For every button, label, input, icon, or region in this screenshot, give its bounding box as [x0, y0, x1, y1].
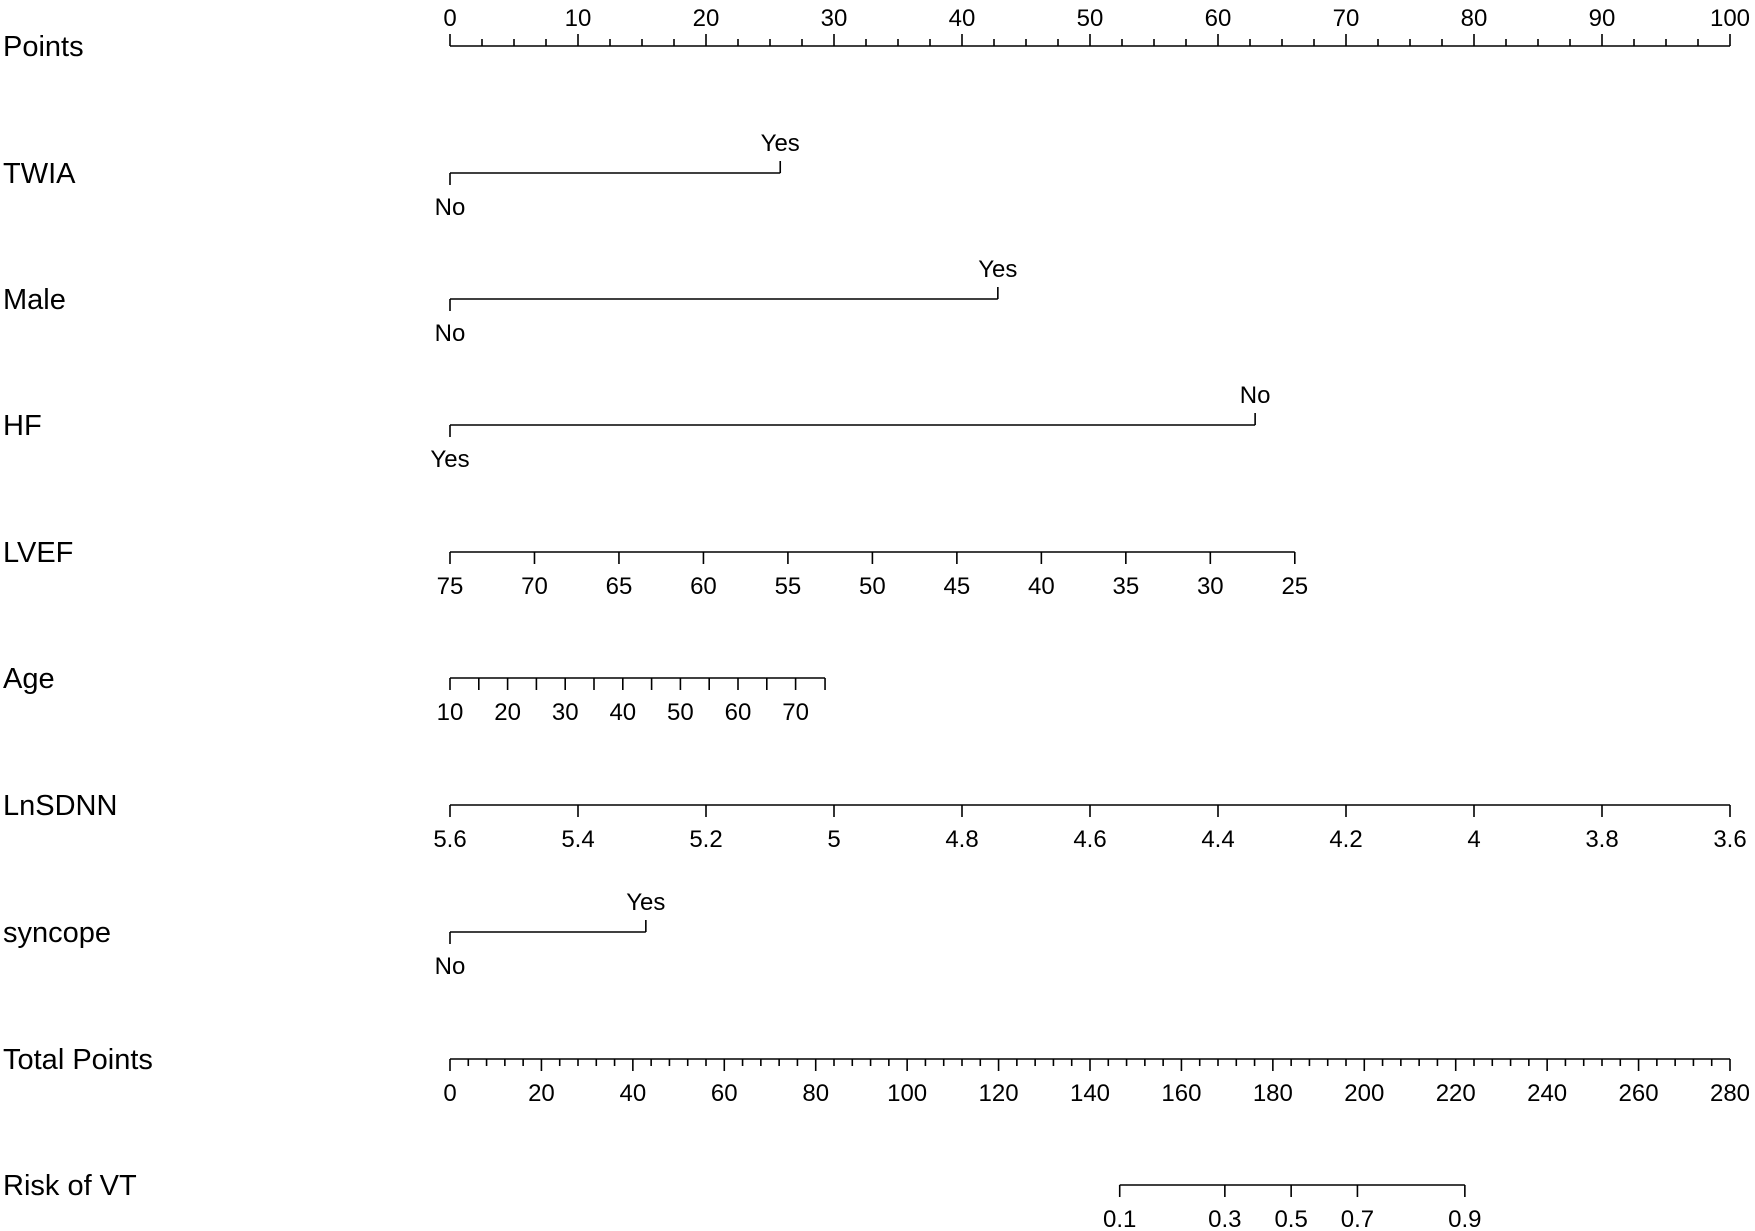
row-label-points: Points [3, 31, 84, 63]
total-points-tick-label-80: 80 [802, 1080, 830, 1107]
total-points-tick-label-40: 40 [619, 1080, 647, 1107]
total-points-tick-label-0: 0 [443, 1080, 457, 1107]
lvef-tick-label-50: 50 [859, 573, 886, 600]
risk-of-vt-tick-label-0_5: 0.5 [1274, 1206, 1308, 1231]
risk-of-vt-tick-label-0_3: 0.3 [1208, 1206, 1242, 1231]
lvef-tick-label-65: 65 [605, 573, 633, 600]
row-label-total-points: Total Points [3, 1044, 153, 1076]
age-tick-label-30: 30 [551, 699, 579, 726]
lnsdnn-tick-label-5_4: 5.4 [561, 826, 595, 853]
total-points-tick-label-20: 20 [528, 1080, 555, 1107]
total-points-tick-label-160: 160 [1161, 1080, 1202, 1107]
row-label-lnsdnn: LnSDNN [3, 790, 118, 822]
lvef-tick-label-30: 30 [1196, 573, 1224, 600]
row-total-points [3, 1044, 1750, 1107]
row-lvef [3, 537, 1308, 600]
total-points-tick-label-280: 280 [1709, 1080, 1751, 1107]
lvef-tick-label-75: 75 [436, 573, 464, 600]
points-tick-label-70: 70 [1332, 5, 1360, 32]
row-label-risk-of-vt: Risk of VT [3, 1170, 137, 1202]
lnsdnn-tick-label-4_6: 4.6 [1073, 826, 1107, 853]
lvef-tick-label-70: 70 [521, 573, 548, 600]
age-tick-label-60: 60 [724, 699, 752, 726]
row-label-hf: HF [3, 410, 42, 442]
twia-level-yes: Yes [760, 130, 800, 157]
row-label-twia: TWIA [3, 158, 76, 190]
row-label-syncope: syncope [3, 917, 112, 949]
points-tick-label-0: 0 [443, 5, 457, 32]
total-points-tick-label-200: 200 [1344, 1080, 1385, 1107]
age-tick-label-50: 50 [667, 699, 694, 726]
nomogram-rows [3, 5, 1750, 1231]
points-tick-label-80: 80 [1460, 5, 1488, 32]
age-tick-label-10: 10 [436, 699, 464, 726]
total-points-tick-label-120: 120 [978, 1080, 1019, 1107]
lvef-tick-label-55: 55 [774, 573, 802, 600]
hf-level-yes: Yes [430, 446, 470, 473]
age-tick-label-70: 70 [782, 699, 809, 726]
age-tick-label-20: 20 [494, 699, 521, 726]
total-points-tick-label-260: 260 [1618, 1080, 1659, 1107]
row-twia [3, 130, 800, 221]
row-hf [3, 382, 1270, 473]
points-tick-label-50: 50 [1076, 5, 1104, 32]
syncope-level-no: No [434, 953, 466, 980]
row-risk-of-vt [3, 1170, 1482, 1231]
row-label-age: Age [3, 663, 55, 695]
lnsdnn-tick-label-4_8: 4.8 [945, 826, 979, 853]
total-points-tick-label-140: 140 [1069, 1080, 1111, 1107]
lnsdnn-tick-label-5_2: 5.2 [689, 826, 723, 853]
lvef-tick-label-25: 25 [1281, 573, 1309, 600]
points-tick-label-60: 60 [1204, 5, 1232, 32]
total-points-tick-label-220: 220 [1435, 1080, 1476, 1107]
lnsdnn-tick-label-3_6: 3.6 [1713, 826, 1747, 853]
points-tick-label-90: 90 [1588, 5, 1616, 32]
lnsdnn-tick-label-5: 5 [827, 826, 841, 853]
row-syncope [3, 889, 665, 980]
points-tick-label-10: 10 [564, 5, 592, 32]
total-points-tick-label-240: 240 [1527, 1080, 1568, 1107]
row-lnsdnn [3, 790, 1747, 853]
risk-of-vt-tick-label-0_9: 0.9 [1448, 1206, 1482, 1231]
hf-level-no: No [1239, 382, 1271, 409]
lnsdnn-tick-label-4_2: 4.2 [1329, 826, 1363, 853]
total-points-tick-label-100: 100 [887, 1080, 928, 1107]
lnsdnn-tick-label-4: 4 [1467, 826, 1481, 853]
age-tick-label-40: 40 [609, 699, 637, 726]
lnsdnn-tick-label-5_6: 5.6 [433, 826, 467, 853]
total-points-tick-label-60: 60 [710, 1080, 738, 1107]
total-points-tick-label-180: 180 [1252, 1080, 1293, 1107]
lvef-tick-label-60: 60 [690, 573, 717, 600]
row-label-male: Male [3, 284, 66, 316]
row-male [3, 256, 1017, 347]
male-level-no: No [434, 320, 466, 347]
points-tick-label-20: 20 [692, 5, 720, 32]
row-age [3, 663, 825, 726]
twia-level-no: No [434, 194, 466, 221]
lnsdnn-tick-label-3_8: 3.8 [1585, 826, 1619, 853]
row-label-lvef: LVEF [3, 537, 74, 569]
lvef-tick-label-45: 45 [943, 573, 971, 600]
points-tick-label-30: 30 [820, 5, 848, 32]
lvef-tick-label-35: 35 [1112, 573, 1140, 600]
lvef-tick-label-40: 40 [1028, 573, 1055, 600]
syncope-level-yes: Yes [626, 889, 666, 916]
points-tick-label-100: 100 [1709, 5, 1751, 32]
risk-of-vt-tick-label-0_1: 0.1 [1103, 1206, 1137, 1231]
row-points [3, 5, 1750, 63]
lnsdnn-tick-label-4_4: 4.4 [1201, 826, 1235, 853]
risk-of-vt-tick-label-0_7: 0.7 [1340, 1206, 1375, 1231]
points-tick-label-40: 40 [948, 5, 976, 32]
male-level-yes: Yes [978, 256, 1018, 283]
